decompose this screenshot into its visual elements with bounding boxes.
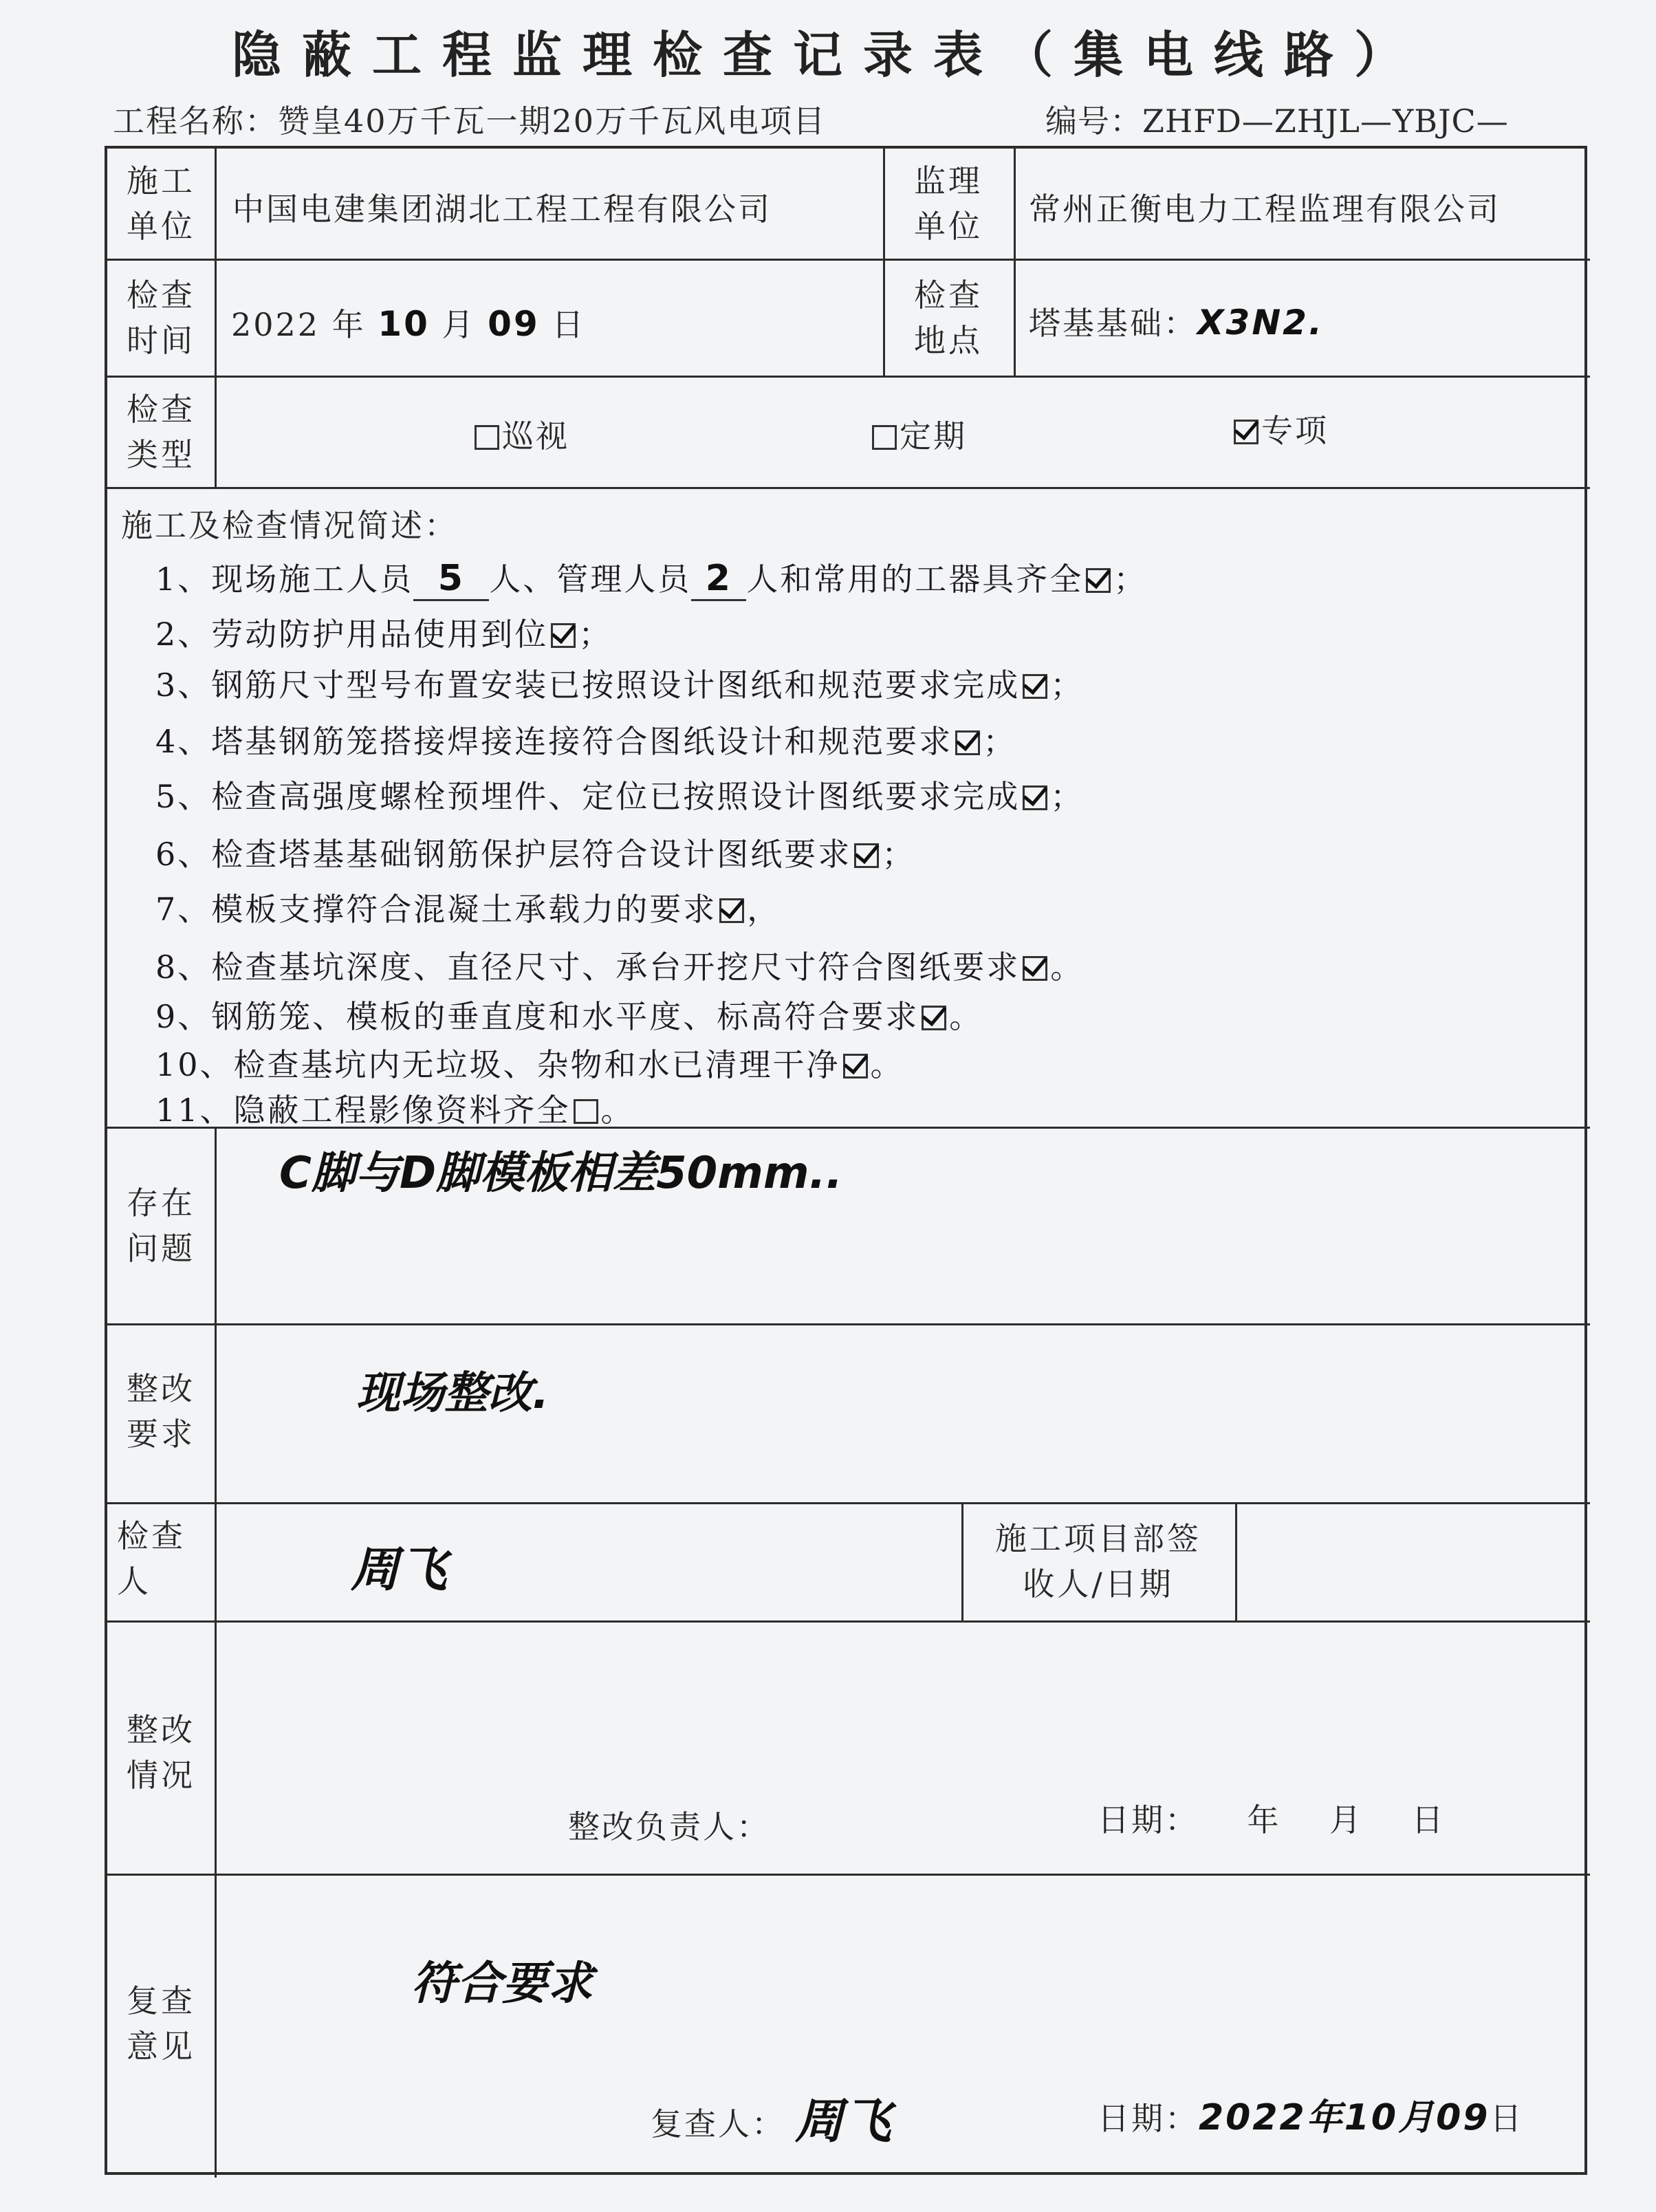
summary-item-end: ； [983, 723, 1017, 760]
review-label: 复查 意见 [127, 1982, 195, 2065]
supervision-unit-value: 常州正衡电力工程监理有限公司 [1029, 191, 1501, 228]
checked-checkbox-icon[interactable] [955, 730, 980, 755]
construction-unit-value: 中国电建集团湖北工程工程有限公司 [232, 191, 772, 228]
summary-item-text: 9、钢筋笼、模板的垂直度和水平度、标高符合要求 [155, 998, 919, 1035]
type-option-special[interactable]: 专项 [1231, 406, 1329, 451]
inspection-place-label: 检查 地点 [914, 276, 983, 359]
summary-item-end: 。 [949, 998, 983, 1035]
inspector-label: 检查 人 [117, 1517, 186, 1600]
checked-checkbox-icon [1086, 568, 1111, 593]
summary-item-11 [155, 1085, 635, 1131]
checkbox-icon[interactable] [574, 1099, 598, 1124]
receipt-label: 施工项目部签 收人/日期 [995, 1520, 1201, 1603]
row-divider [107, 487, 1590, 489]
checked-checkbox-icon[interactable] [854, 843, 879, 868]
inspector-signature: 周飞 [351, 1541, 447, 1598]
summary-item-6 [155, 830, 915, 875]
summary-item-text: 3、钢筋尺寸型号布置安装已按照设计图纸和规范要求完成 [155, 666, 1021, 704]
summary-item-7 [155, 885, 781, 930]
summary-item-end: 。 [870, 1046, 904, 1083]
reviewer-signature: 周飞 [795, 2093, 891, 2149]
summary-item-8 [155, 942, 1084, 988]
checked-checkbox-icon[interactable] [1023, 674, 1047, 699]
summary-item-text: 8、检查基坑深度、直径尺寸、承台开挖尺寸符合图纸要求 [155, 948, 1021, 986]
summary-item-text: 7、模板支撑符合混凝土承载力的要求 [155, 891, 717, 928]
form-table [105, 146, 1587, 2175]
checked-checkbox-icon[interactable] [551, 623, 576, 648]
summary-item-end: ； [578, 616, 613, 653]
summary-item-end: ； [1050, 666, 1085, 704]
issues-label: 存在 问题 [127, 1184, 195, 1267]
summary-item-end: ； [1050, 778, 1085, 815]
summary-item-9 [155, 992, 983, 1037]
col-divider [215, 149, 217, 487]
review-date: 日期：2022年10月09日 [1098, 2097, 1524, 2138]
summary-item-1: 1、现场施工人员 5 人、管理人员 2 人和常用的工器具齐全 ； [155, 554, 1147, 601]
col-divider [1014, 149, 1016, 376]
summary-item-5 [155, 772, 1084, 817]
code-label: 编号： [1045, 102, 1142, 140]
checked-checkbox-icon[interactable] [719, 898, 744, 923]
summary-item-10 [155, 1040, 904, 1085]
reviewer-label: 复查人： [651, 2105, 785, 2143]
checked-checkbox-icon[interactable] [1023, 785, 1047, 810]
row-divider [107, 259, 1590, 261]
type-option-patrol[interactable]: 巡视 [472, 411, 569, 457]
checked-checkbox-icon[interactable] [1023, 956, 1047, 981]
issues-handwriting: C脚与D脚模板相差50mm.. [279, 1148, 843, 1199]
summary-item-text: 5、检查高强度螺栓预埋件、定位已按照设计图纸要求完成 [155, 778, 1021, 815]
rectify-date-label: 日期： 年 月 日 [1098, 1801, 1446, 1839]
project-label: 工程名称： [113, 102, 278, 140]
summary-heading: 施工及检查情况简述： [121, 507, 458, 544]
col-divider [215, 1127, 217, 2178]
project-name-line [113, 96, 826, 142]
rectify-requirement-handwriting: 现场整改. [356, 1368, 549, 1419]
form-title: 隐蔽工程监理检查记录表（集电线路） [231, 25, 1424, 84]
summary-item-text: 4、塔基钢筋笼搭接焊接连接符合图纸设计和规范要求 [155, 723, 953, 760]
summary-item-text: 6、检查塔基基础钢筋保护层符合设计图纸要求 [155, 836, 852, 873]
summary-item-text: 11、隐蔽工程影像资料齐全 [155, 1092, 571, 1129]
summary-item-text: 10、检查基坑内无垃圾、杂物和水已清理干净 [155, 1046, 840, 1083]
row-divider [107, 1620, 1590, 1623]
summary-item-end: ， [747, 891, 781, 928]
construction-unit-label: 施工 单位 [127, 162, 195, 245]
summary-item-4 [155, 717, 1016, 762]
supervision-unit-label: 监理 单位 [914, 162, 983, 245]
rectify-status-label: 整改 情况 [127, 1711, 195, 1794]
row-divider [107, 376, 1590, 378]
inspection-place-value: 塔基基础：X3N2. [1029, 303, 1324, 343]
type-option-periodic[interactable]: 定期 [869, 411, 967, 457]
project-value: 赞皇40万千瓦一期20万千瓦风电项目 [278, 102, 827, 140]
summary-item-end: ； [882, 836, 916, 873]
checkbox-icon [475, 425, 499, 450]
review-opinion-handwriting: 符合要求 [411, 1957, 593, 2010]
rectify-responsible-label: 整改负责人： [568, 1808, 770, 1845]
inspection-time-label: 检查 时间 [127, 276, 195, 359]
summary-item-end: 。 [1050, 948, 1085, 986]
summary-item-2 [155, 609, 612, 655]
col-divider [1235, 1502, 1237, 1620]
inspection-time-value: 2022 年 10 月 09 日 [231, 304, 586, 344]
code-value: ZHFD—ZHJL—YBJC— [1142, 102, 1509, 140]
inspection-type-label: 检查 类型 [127, 391, 195, 473]
checked-checkbox-icon[interactable] [922, 1006, 946, 1030]
checked-checkbox-icon[interactable] [843, 1054, 868, 1078]
summary-item-text: 2、劳动防护用品使用到位 [155, 616, 549, 653]
rectify-requirement-label: 整改 要求 [127, 1370, 195, 1453]
row-divider [107, 1502, 1590, 1504]
checkbox-icon [872, 425, 897, 450]
code-line [1045, 96, 1509, 142]
summary-item-end: 。 [600, 1092, 635, 1129]
row-divider [107, 1874, 1590, 1876]
checked-checkbox-icon [1234, 420, 1259, 444]
summary-item-3 [155, 660, 1084, 706]
row-divider [107, 1323, 1590, 1325]
